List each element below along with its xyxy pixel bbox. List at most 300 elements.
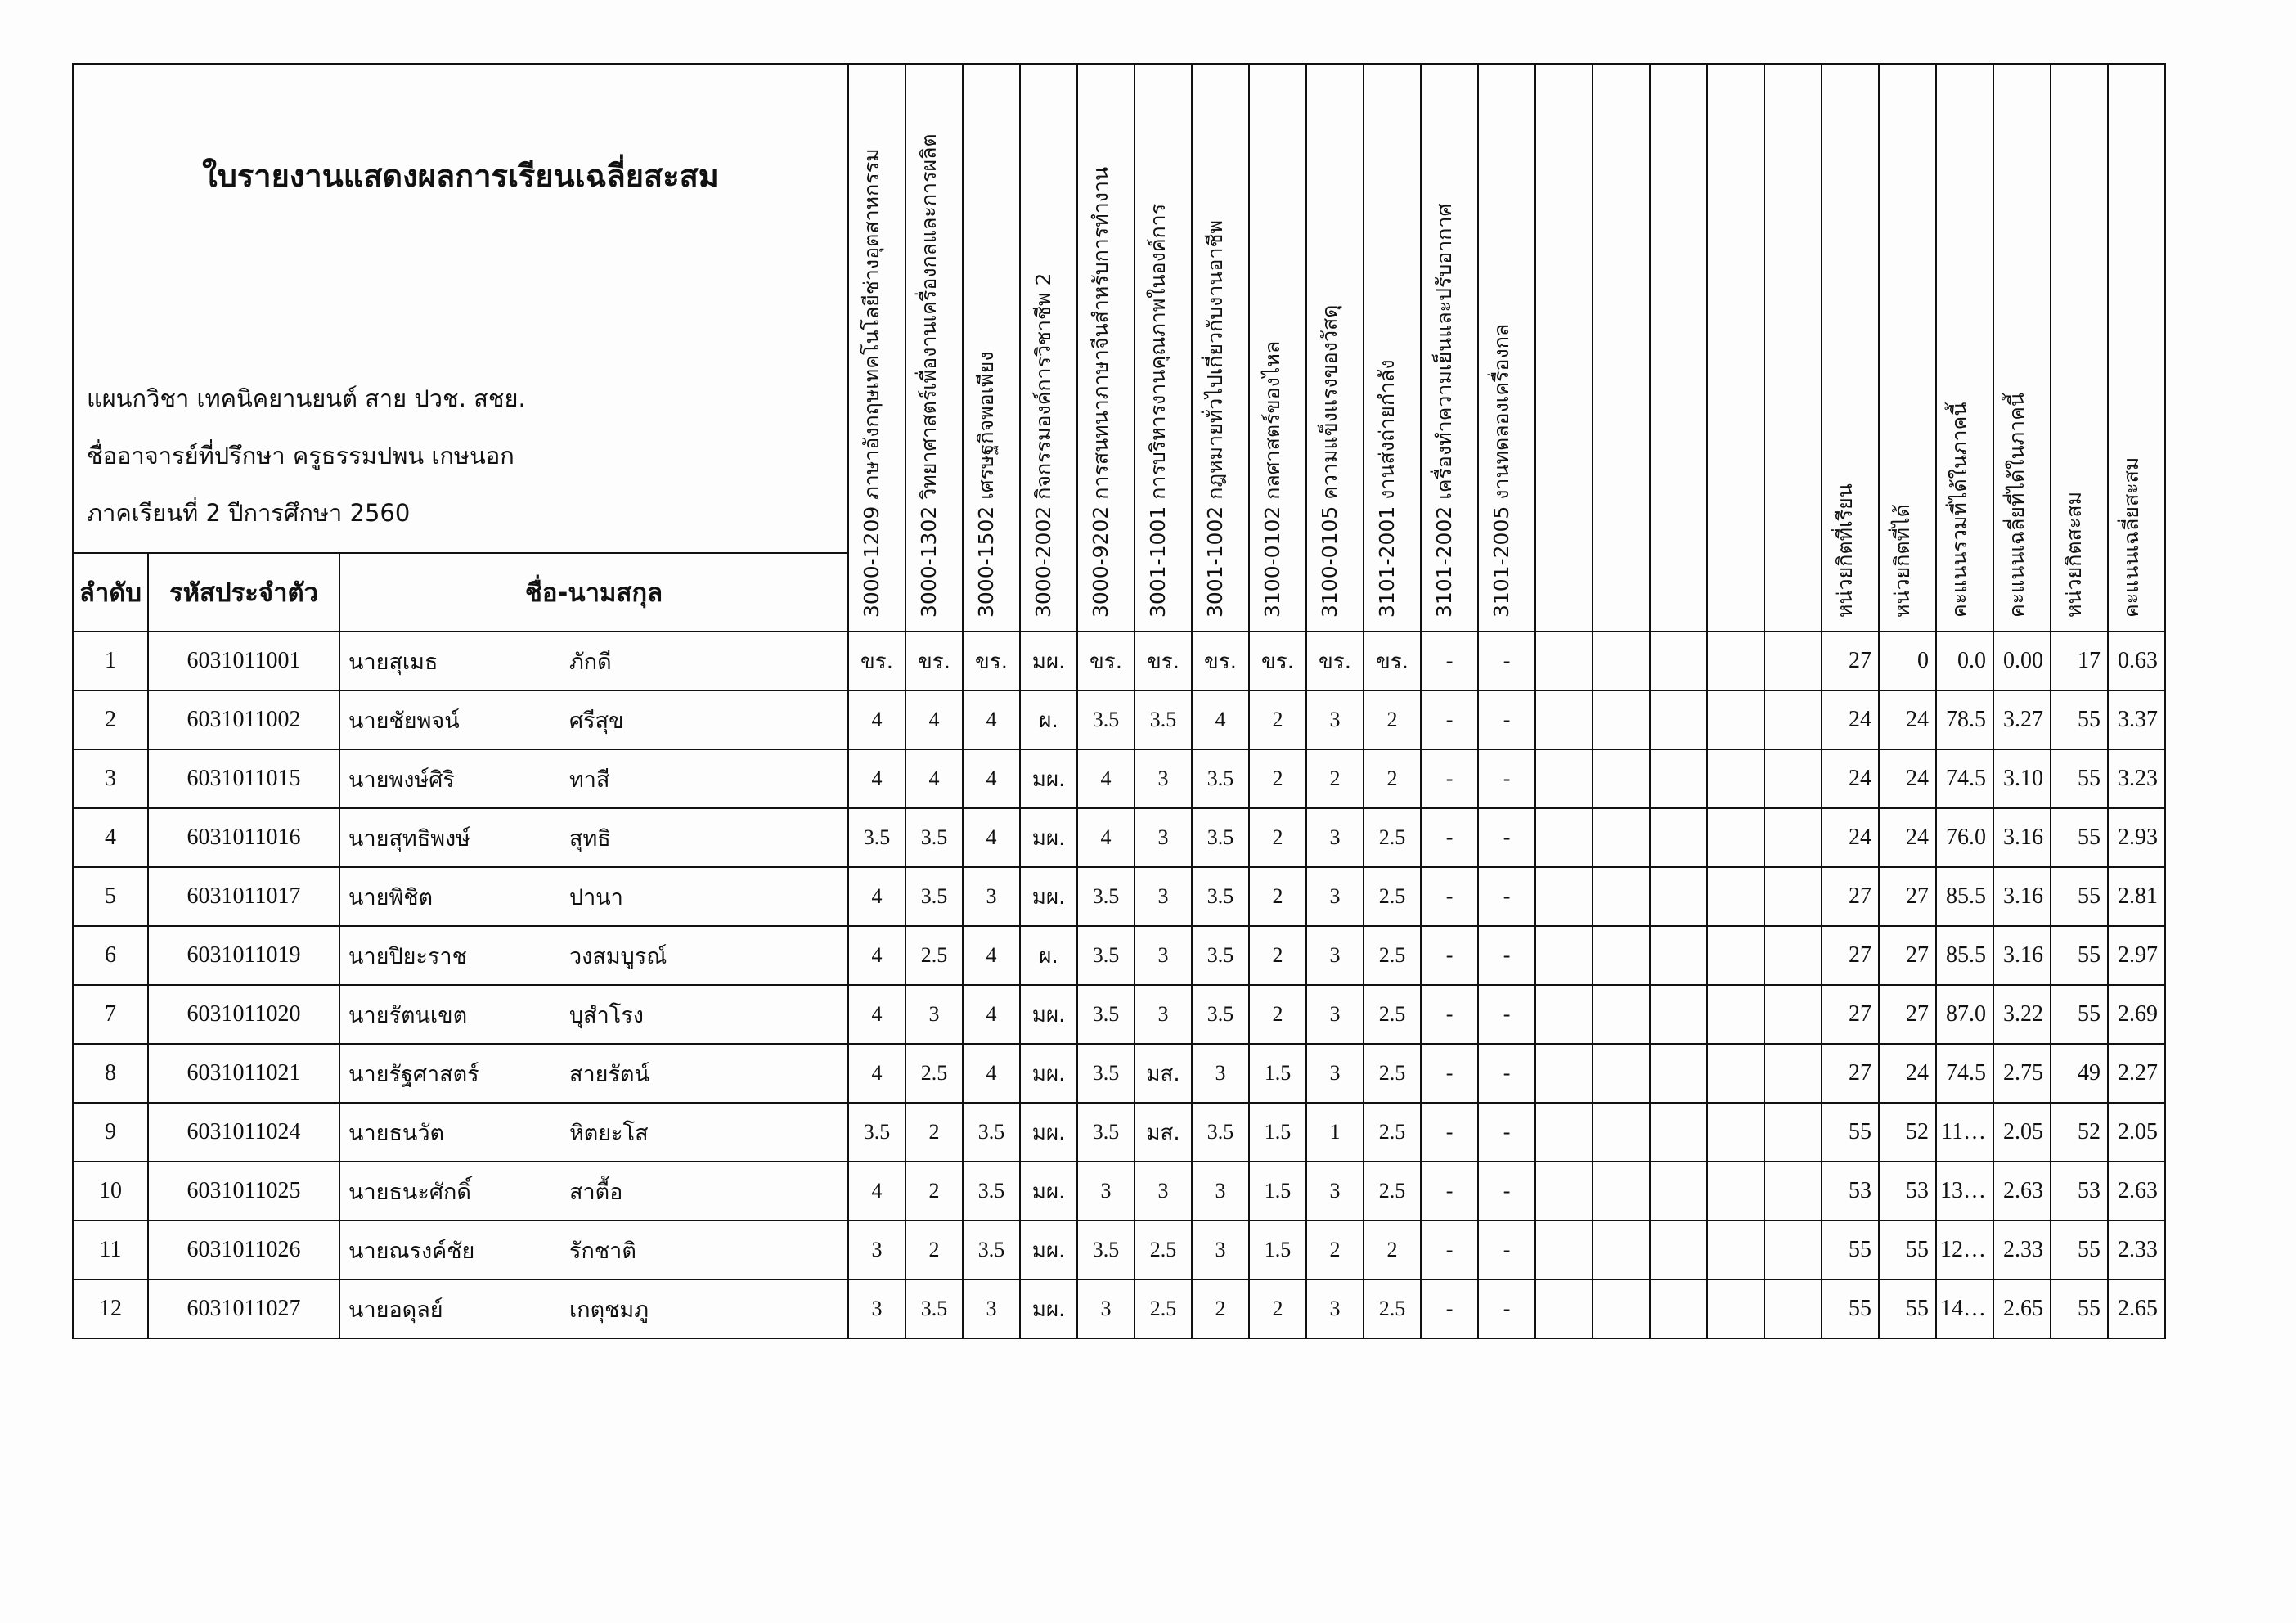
subject-header-9-label: 3101-2001 งานส่งถ่ายกำลัง — [1375, 359, 1400, 618]
summary-cell: 55 — [2051, 690, 2108, 749]
subject-header-2 — [963, 64, 1020, 632]
grade-cell: 4 — [848, 1162, 905, 1221]
grade-cell: 3.5 — [1077, 867, 1135, 926]
empty-cell — [1650, 985, 1707, 1044]
grade-cell: 2 — [1364, 749, 1421, 808]
summary-cell: 2.75 — [1993, 1044, 2051, 1103]
grade-cell: - — [1421, 926, 1478, 985]
row-student-id: 6031011019 — [148, 926, 339, 985]
grade-cell: 2 — [1306, 1221, 1364, 1279]
summary-cell: 3.22 — [1993, 985, 2051, 1044]
summary-cell: 24 — [1879, 1044, 1936, 1103]
summary-cell: 3.16 — [1993, 926, 2051, 985]
grade-cell: ขร. — [1364, 632, 1421, 690]
table-row — [73, 1221, 2165, 1279]
empty-cell — [1707, 808, 1764, 867]
summary-cell: 0.63 — [2108, 632, 2165, 690]
subject-header-5-label: 3001-1001 การบริหารงานคุณภาพในองค์การ — [1146, 203, 1170, 618]
grade-cell: - — [1478, 808, 1535, 867]
grade-cell: - — [1478, 1103, 1535, 1162]
summary-header-5-label: คะแนนเฉลี่ยสะสม — [2119, 456, 2144, 618]
grade-cell: 2.5 — [1364, 867, 1421, 926]
empty-cell — [1650, 1221, 1707, 1279]
grade-cell: 2.5 — [1364, 926, 1421, 985]
grade-cell: ขร. — [1192, 632, 1249, 690]
first-name: นายพิชิต — [348, 884, 434, 910]
empty-cell — [1764, 1279, 1822, 1338]
grade-cell: 2 — [1249, 926, 1306, 985]
empty-cell — [1535, 632, 1593, 690]
empty-cell — [1707, 690, 1764, 749]
grade-cell: - — [1421, 867, 1478, 926]
grade-cell: 2.5 — [1364, 985, 1421, 1044]
grade-cell: ขร. — [1077, 632, 1135, 690]
grade-cell: 3.5 — [963, 1162, 1020, 1221]
grade-cell: มผ. — [1020, 1103, 1077, 1162]
empty-cell — [1764, 749, 1822, 808]
grade-cell: 3.5 — [1192, 808, 1249, 867]
grade-cell: 3 — [1192, 1162, 1249, 1221]
row-full-name — [339, 867, 848, 926]
grade-cell: 2.5 — [1364, 1162, 1421, 1221]
grade-cell: 3 — [1135, 749, 1192, 808]
row-order: 4 — [73, 808, 148, 867]
empty-cell — [1535, 690, 1593, 749]
row-student-id: 6031011021 — [148, 1044, 339, 1103]
grade-cell: 3 — [848, 1279, 905, 1338]
grade-cell: - — [1478, 926, 1535, 985]
grade-cell: 3 — [1135, 867, 1192, 926]
grade-report-table — [72, 63, 2166, 1339]
grade-cell: 2 — [1249, 690, 1306, 749]
empty-cell — [1707, 985, 1764, 1044]
summary-cell: 24 — [1879, 749, 1936, 808]
row-full-name — [339, 1162, 848, 1221]
summary-header-4 — [2051, 64, 2108, 632]
summary-cell: 53 — [1822, 1162, 1879, 1221]
empty-cell — [1535, 1044, 1593, 1103]
summary-cell: 17 — [2051, 632, 2108, 690]
header-order: ลำดับ — [73, 553, 148, 632]
empty-cell — [1764, 690, 1822, 749]
summary-header-2-label: คะแนนรวมที่ได้ในภาคนี้ — [1948, 402, 1972, 618]
empty-header-3 — [1707, 64, 1764, 632]
summary-cell: 55 — [2051, 808, 2108, 867]
empty-cell — [1707, 1279, 1764, 1338]
summary-cell: 55 — [1879, 1279, 1936, 1338]
grade-cell: 3.5 — [963, 1103, 1020, 1162]
summary-cell: 2.97 — [2108, 926, 2165, 985]
subject-header-7 — [1249, 64, 1306, 632]
summary-cell: 2.63 — [2108, 1162, 2165, 1221]
grade-cell: ผ. — [1020, 926, 1077, 985]
subject-header-1-label: 3000-1302 วิทยาศาสตร์เพื่องานเครื่องกลและการผลิต — [917, 133, 941, 618]
grade-cell: 2 — [1249, 808, 1306, 867]
empty-cell — [1650, 1279, 1707, 1338]
grade-cell: 4 — [1077, 749, 1135, 808]
grade-cell: 4 — [963, 749, 1020, 808]
empty-cell — [1593, 1279, 1650, 1338]
empty-cell — [1535, 867, 1593, 926]
summary-cell: 27 — [1879, 926, 1936, 985]
row-student-id: 6031011024 — [148, 1103, 339, 1162]
summary-cell: 3.10 — [1993, 749, 2051, 808]
empty-cell — [1764, 1044, 1822, 1103]
last-name: ทาสี — [569, 767, 610, 793]
grade-cell: 4 — [848, 1044, 905, 1103]
first-name: นายรัตนเขต — [348, 1002, 468, 1028]
empty-cell — [1764, 808, 1822, 867]
grade-cell: 2 — [905, 1162, 963, 1221]
row-order: 6 — [73, 926, 148, 985]
grade-cell: 2.5 — [1364, 1279, 1421, 1338]
grade-cell: 4 — [963, 985, 1020, 1044]
grade-cell: 4 — [905, 690, 963, 749]
grade-cell: มส. — [1135, 1044, 1192, 1103]
grade-cell: 3.5 — [1077, 1103, 1135, 1162]
grade-cell: 3.5 — [1192, 867, 1249, 926]
row-full-name — [339, 690, 848, 749]
grade-cell: ขร. — [848, 632, 905, 690]
summary-header-4-label: หน่วยกิตสะสม — [2062, 491, 2087, 618]
table-row — [73, 749, 2165, 808]
empty-cell — [1650, 867, 1707, 926]
subject-header-7-label: 3100-0102 กลศาสตร์ของไหล — [1260, 340, 1285, 618]
summary-cell: 55 — [2051, 1279, 2108, 1338]
empty-cell — [1593, 867, 1650, 926]
last-name: หิตยะโส — [569, 1120, 649, 1146]
grade-cell: 3 — [1192, 1044, 1249, 1103]
summary-cell: 13… — [1936, 1162, 1993, 1221]
row-student-id: 6031011017 — [148, 867, 339, 926]
empty-cell — [1593, 985, 1650, 1044]
grade-cell: 4 — [848, 867, 905, 926]
grade-cell: มผ. — [1020, 1221, 1077, 1279]
grade-cell: - — [1421, 1162, 1478, 1221]
subject-header-11-label: 3101-2005 งานทดลองเครื่องกล — [1489, 323, 1514, 618]
first-name: นายอดุลย์ — [348, 1297, 443, 1323]
summary-cell: 49 — [2051, 1044, 2108, 1103]
empty-cell — [1535, 808, 1593, 867]
grade-cell: 3 — [1077, 1162, 1135, 1221]
grade-cell: 3.5 — [1077, 1044, 1135, 1103]
grade-cell: 2 — [1249, 867, 1306, 926]
summary-cell: 55 — [1822, 1103, 1879, 1162]
summary-cell: 85.5 — [1936, 867, 1993, 926]
summary-cell: 2.63 — [1993, 1162, 2051, 1221]
grade-cell: ขร. — [1135, 632, 1192, 690]
subject-header-6-label: 3001-1002 กฎหมายทั่วไปเกี่ยวกับงานอาชีพ — [1203, 220, 1228, 618]
summary-cell: 87.0 — [1936, 985, 1993, 1044]
grade-cell: 3 — [1306, 808, 1364, 867]
grade-cell: 3.5 — [848, 1103, 905, 1162]
summary-cell: 52 — [1879, 1103, 1936, 1162]
grade-cell: ขร. — [1306, 632, 1364, 690]
summary-cell: 74.5 — [1936, 749, 1993, 808]
first-name: นายปิยะราช — [348, 943, 467, 969]
first-name: นายสุทธิพงษ์ — [348, 825, 470, 852]
row-full-name — [339, 985, 848, 1044]
row-full-name — [339, 632, 848, 690]
empty-cell — [1593, 1221, 1650, 1279]
subject-header-10 — [1421, 64, 1478, 632]
row-student-id: 6031011002 — [148, 690, 339, 749]
summary-cell: 2.65 — [1993, 1279, 2051, 1338]
first-name: นายรัฐศาสตร์ — [348, 1061, 479, 1087]
empty-cell — [1707, 867, 1764, 926]
grade-cell: - — [1478, 1279, 1535, 1338]
grade-cell: 3 — [1077, 1279, 1135, 1338]
grade-cell: มผ. — [1020, 749, 1077, 808]
first-name: นายธนะศักดิ์ — [348, 1179, 471, 1205]
empty-cell — [1535, 926, 1593, 985]
empty-cell — [1535, 1221, 1593, 1279]
row-student-id: 6031011016 — [148, 808, 339, 867]
row-order: 9 — [73, 1103, 148, 1162]
summary-cell: 55 — [2051, 749, 2108, 808]
row-full-name — [339, 1044, 848, 1103]
last-name: รักชาติ — [569, 1238, 636, 1264]
grade-cell: 3 — [1306, 985, 1364, 1044]
grade-cell: - — [1421, 808, 1478, 867]
empty-cell — [1650, 926, 1707, 985]
empty-cell — [1535, 749, 1593, 808]
row-full-name — [339, 926, 848, 985]
subject-header-9 — [1364, 64, 1421, 632]
grade-cell: - — [1421, 690, 1478, 749]
last-name: เกตุชมภู — [569, 1297, 649, 1323]
row-order: 8 — [73, 1044, 148, 1103]
last-name: สายรัตน์ — [569, 1061, 649, 1087]
empty-header-0 — [1535, 64, 1593, 632]
summary-cell: 85.5 — [1936, 926, 1993, 985]
grade-cell: ขร. — [905, 632, 963, 690]
empty-cell — [1764, 926, 1822, 985]
summary-cell: 24 — [1822, 808, 1879, 867]
report-info-block — [73, 64, 848, 553]
summary-cell: 76.0 — [1936, 808, 1993, 867]
summary-header-3 — [1993, 64, 2051, 632]
summary-cell: 11… — [1936, 1103, 1993, 1162]
grade-cell: ผ. — [1020, 690, 1077, 749]
subject-header-3 — [1020, 64, 1077, 632]
empty-cell — [1764, 867, 1822, 926]
report-title: ใบรายงานแสดงผลการเรียนเฉลี่ยสะสม — [202, 158, 719, 194]
empty-cell — [1593, 926, 1650, 985]
row-full-name — [339, 808, 848, 867]
row-order: 7 — [73, 985, 148, 1044]
row-full-name — [339, 749, 848, 808]
subject-header-8 — [1306, 64, 1364, 632]
summary-cell: 74.5 — [1936, 1044, 1993, 1103]
summary-cell: 27 — [1822, 632, 1879, 690]
summary-cell: 3.37 — [2108, 690, 2165, 749]
grade-cell: 1.5 — [1249, 1044, 1306, 1103]
grade-cell: มผ. — [1020, 808, 1077, 867]
empty-cell — [1707, 632, 1764, 690]
empty-cell — [1593, 1162, 1650, 1221]
grade-cell: 3.5 — [1077, 926, 1135, 985]
empty-cell — [1650, 690, 1707, 749]
empty-cell — [1593, 690, 1650, 749]
empty-cell — [1535, 985, 1593, 1044]
grade-cell: 3 — [1306, 690, 1364, 749]
first-name: นายสุเมธ — [348, 649, 438, 675]
grade-cell: 3.5 — [1077, 1221, 1135, 1279]
summary-cell: 2.05 — [2108, 1103, 2165, 1162]
grade-cell: 2.5 — [1364, 1044, 1421, 1103]
summary-cell: 2.81 — [2108, 867, 2165, 926]
last-name: บุสำโรง — [569, 1002, 644, 1028]
summary-cell: 27 — [1822, 926, 1879, 985]
row-full-name — [339, 1279, 848, 1338]
grade-cell: 1 — [1306, 1103, 1364, 1162]
subject-header-2-label: 3000-1502 เศรษฐกิจพอเพียง — [974, 351, 999, 618]
summary-cell: 2.33 — [2108, 1221, 2165, 1279]
summary-header-2 — [1936, 64, 1993, 632]
grade-cell: - — [1478, 632, 1535, 690]
summary-cell: 27 — [1879, 867, 1936, 926]
grade-cell: มผ. — [1020, 985, 1077, 1044]
empty-cell — [1764, 632, 1822, 690]
summary-cell: 53 — [2051, 1162, 2108, 1221]
grade-cell: 3 — [1306, 1044, 1364, 1103]
subject-header-1 — [905, 64, 963, 632]
summary-cell: 0.00 — [1993, 632, 2051, 690]
first-name: นายชัยพจน์ — [348, 708, 460, 734]
table-row — [73, 1279, 2165, 1338]
row-full-name — [339, 1221, 848, 1279]
grade-cell: 3.5 — [1192, 1103, 1249, 1162]
row-order: 3 — [73, 749, 148, 808]
row-student-id: 6031011015 — [148, 749, 339, 808]
grade-cell: 4 — [963, 1044, 1020, 1103]
grade-cell: มผ. — [1020, 632, 1077, 690]
table-row — [73, 1044, 2165, 1103]
grade-cell: 3 — [1306, 1279, 1364, 1338]
grade-cell: 3 — [1306, 867, 1364, 926]
empty-cell — [1707, 1221, 1764, 1279]
grade-cell: 4 — [963, 808, 1020, 867]
grade-cell: 2 — [1364, 690, 1421, 749]
table-row — [73, 1162, 2165, 1221]
table-row — [73, 985, 2165, 1044]
last-name: ปานา — [569, 884, 623, 910]
grade-cell: ขร. — [1249, 632, 1306, 690]
summary-cell: 27 — [1822, 1044, 1879, 1103]
summary-cell: 55 — [1879, 1221, 1936, 1279]
subject-header-10-label: 3101-2002 เครื่องทำความเย็นและปรับอากาศ — [1432, 203, 1457, 618]
summary-cell: 3.27 — [1993, 690, 2051, 749]
empty-cell — [1593, 749, 1650, 808]
grade-cell: 4 — [1192, 690, 1249, 749]
summary-cell: 27 — [1822, 867, 1879, 926]
grade-cell: 2 — [905, 1221, 963, 1279]
grade-cell: 2.5 — [1135, 1279, 1192, 1338]
grade-cell: - — [1421, 1044, 1478, 1103]
header-full-name: ชื่อ-นามสกุล — [339, 553, 848, 632]
empty-header-1 — [1593, 64, 1650, 632]
empty-cell — [1593, 632, 1650, 690]
table-row — [73, 867, 2165, 926]
grade-cell: - — [1421, 1103, 1478, 1162]
row-student-id: 6031011027 — [148, 1279, 339, 1338]
summary-cell: 55 — [1822, 1221, 1879, 1279]
grade-cell: 2 — [1249, 749, 1306, 808]
last-name: ศรีสุข — [569, 708, 624, 734]
summary-cell: 52 — [2051, 1103, 2108, 1162]
grade-cell: 4 — [963, 690, 1020, 749]
grade-cell: 1.5 — [1249, 1162, 1306, 1221]
grade-cell: 4 — [905, 749, 963, 808]
summary-cell: 14… — [1936, 1279, 1993, 1338]
subject-header-3-label: 3000-2002 กิจกรรมองค์การวิชาชีพ 2 — [1031, 272, 1056, 618]
grade-cell: - — [1421, 1279, 1478, 1338]
grade-cell: มผ. — [1020, 867, 1077, 926]
summary-cell: 2.05 — [1993, 1103, 2051, 1162]
empty-header-4 — [1764, 64, 1822, 632]
summary-cell: 3.23 — [2108, 749, 2165, 808]
summary-cell: 24 — [1822, 690, 1879, 749]
row-student-id: 6031011020 — [148, 985, 339, 1044]
grade-cell: - — [1478, 867, 1535, 926]
grade-cell: 3.5 — [905, 808, 963, 867]
summary-cell: 3.16 — [1993, 867, 2051, 926]
empty-cell — [1535, 1103, 1593, 1162]
summary-cell: 0 — [1879, 632, 1936, 690]
summary-cell: 2.33 — [1993, 1221, 2051, 1279]
grade-cell: 2 — [1249, 985, 1306, 1044]
grade-cell: 2 — [1192, 1279, 1249, 1338]
header-top-row — [73, 64, 2165, 553]
grade-cell: 3.5 — [1077, 690, 1135, 749]
grade-cell: 3.5 — [1192, 749, 1249, 808]
grade-cell: 3 — [1306, 926, 1364, 985]
grade-cell: 3 — [1135, 1162, 1192, 1221]
last-name: สุทธิ — [569, 825, 611, 852]
department-line: แผนกวิชา เทคนิคยานยนต์ สาย ปวช. สชย. — [87, 384, 526, 412]
subject-header-6 — [1192, 64, 1249, 632]
empty-cell — [1593, 808, 1650, 867]
grade-cell: 4 — [1077, 808, 1135, 867]
empty-cell — [1707, 926, 1764, 985]
grade-cell: 3.5 — [1192, 926, 1249, 985]
header-student-id: รหัสประจำตัว — [148, 553, 339, 632]
subject-header-4-label: 3000-9202 การสนทนาภาษาจีนสำหรับการทำงาน — [1089, 166, 1113, 618]
grade-cell: 1.5 — [1249, 1221, 1306, 1279]
subject-header-8-label: 3100-0105 ความแข็งแรงของวัสดุ — [1318, 304, 1342, 618]
summary-header-1-label: หน่วยกิตที่ได้ — [1890, 504, 1915, 618]
grade-cell: 2 — [905, 1103, 963, 1162]
grade-cell: - — [1478, 690, 1535, 749]
summary-header-0-label: หน่วยกิตที่เรียน — [1833, 483, 1858, 618]
grade-cell: 2.5 — [1135, 1221, 1192, 1279]
grade-cell: 2 — [1249, 1279, 1306, 1338]
subject-header-4 — [1077, 64, 1135, 632]
summary-cell: 24 — [1879, 690, 1936, 749]
empty-cell — [1764, 1103, 1822, 1162]
grade-cell: 3.5 — [1077, 985, 1135, 1044]
empty-cell — [1593, 1044, 1650, 1103]
row-order: 2 — [73, 690, 148, 749]
summary-cell: 2.65 — [2108, 1279, 2165, 1338]
grade-cell: 3 — [1135, 926, 1192, 985]
grade-cell: มส. — [1135, 1103, 1192, 1162]
advisor-line: ชื่ออาจารย์ที่ปรึกษา ครูธรรมปพน เกษนอก — [87, 442, 514, 470]
row-order: 1 — [73, 632, 148, 690]
row-order: 5 — [73, 867, 148, 926]
grade-cell: 3 — [963, 1279, 1020, 1338]
